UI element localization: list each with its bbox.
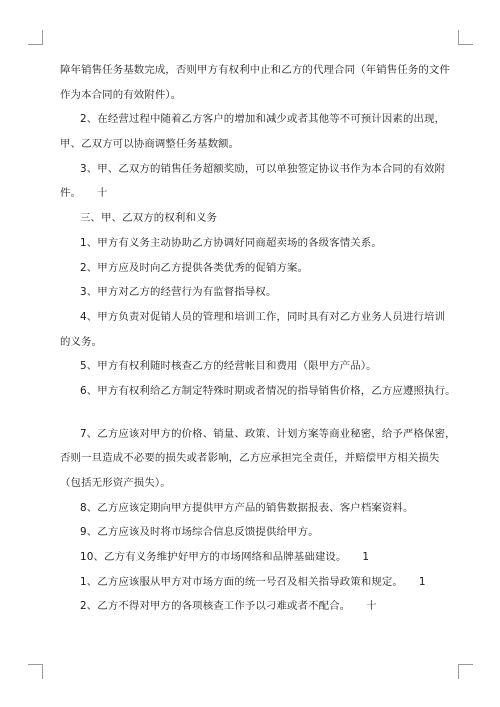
paragraph-line: 的义务。: [60, 335, 103, 348]
paragraph-line: 9、乙方应该及时将市场综合信息反馈提供给甲方。: [80, 526, 319, 539]
crop-mark-top-left: [28, 30, 43, 45]
paragraph-line: 6、甲方有权利给乙方制定特殊时期或者情况的指导销售价格，乙方应遵照执行。: [80, 384, 456, 397]
paragraph-line: 7、乙方应该对甲方的价格、销量、政策、计划方案等商业秘密，给予严格保密，: [80, 427, 456, 440]
paragraph-line: 否则一旦造成不必要的损失或者影响，乙方应承担完全责任，并赔偿甲方相关损失: [60, 452, 440, 465]
paragraph-line: 作为本合同的有效附件）。: [60, 88, 182, 101]
document-body: [60, 58, 456, 619]
paragraph-line: 10、乙方有义务维护好甲方的市场网络和品牌基础建设。 1: [80, 551, 370, 564]
crop-mark-bottom-left: [28, 664, 43, 679]
paragraph-line: 甲、乙双方可以协商调整任务基数额。: [60, 138, 240, 151]
paragraph-line: 3、甲方对乙方的经营行为有监督指导权。: [80, 286, 277, 299]
paragraph-line: 2、乙方不得对甲方的各项核查工作予以刁难或者不配合。 十: [80, 600, 377, 613]
paragraph-line: 5、甲方有权利随时核查乙方的经营帐目和费用（限甲方产品）。: [80, 360, 377, 373]
paragraph-gap: [60, 404, 452, 422]
crop-mark-top-right: [458, 30, 473, 45]
paragraph-line: （包括无形资产损失）。: [60, 477, 171, 489]
paragraph-line: 2、甲方应及时向乙方提供各类优秀的促销方案。: [80, 261, 309, 274]
paragraph-line: 3、甲、乙双方的销售任务超额奖励，可以单独签定协议书作为本合同的有效附: [80, 162, 446, 175]
paragraph-line: 1、乙方应该服从甲方对市场方面的统一号召及相关指导政策和规定。 1: [80, 575, 426, 588]
section-heading: 三、甲、乙双方的权利和义务: [80, 212, 218, 225]
crop-mark-bottom-right: [458, 664, 473, 679]
paragraph-line: 4、甲方负责对促销人员的管理和培训工作，同时具有对乙方业务人员进行培训: [80, 310, 446, 323]
paragraph-line: 2、在经营过程中随着乙方客户的增加和减少或者其他等不可预计因素的出现，: [80, 113, 446, 126]
paragraph-line: 件。 十: [60, 187, 108, 200]
paragraph-line: 障年销售任务基数完成，否则甲方有权利中止和乙方的代理合同（年销售任务的文件: [60, 64, 450, 76]
paragraph-line: 8、乙方应该定期向甲方提供甲方产品的销售数据报表、客户档案资料。: [80, 501, 414, 514]
paragraph-line: 1、甲方有义务主动协助乙方协调好同商超卖场的各级客情关系。: [80, 236, 382, 249]
